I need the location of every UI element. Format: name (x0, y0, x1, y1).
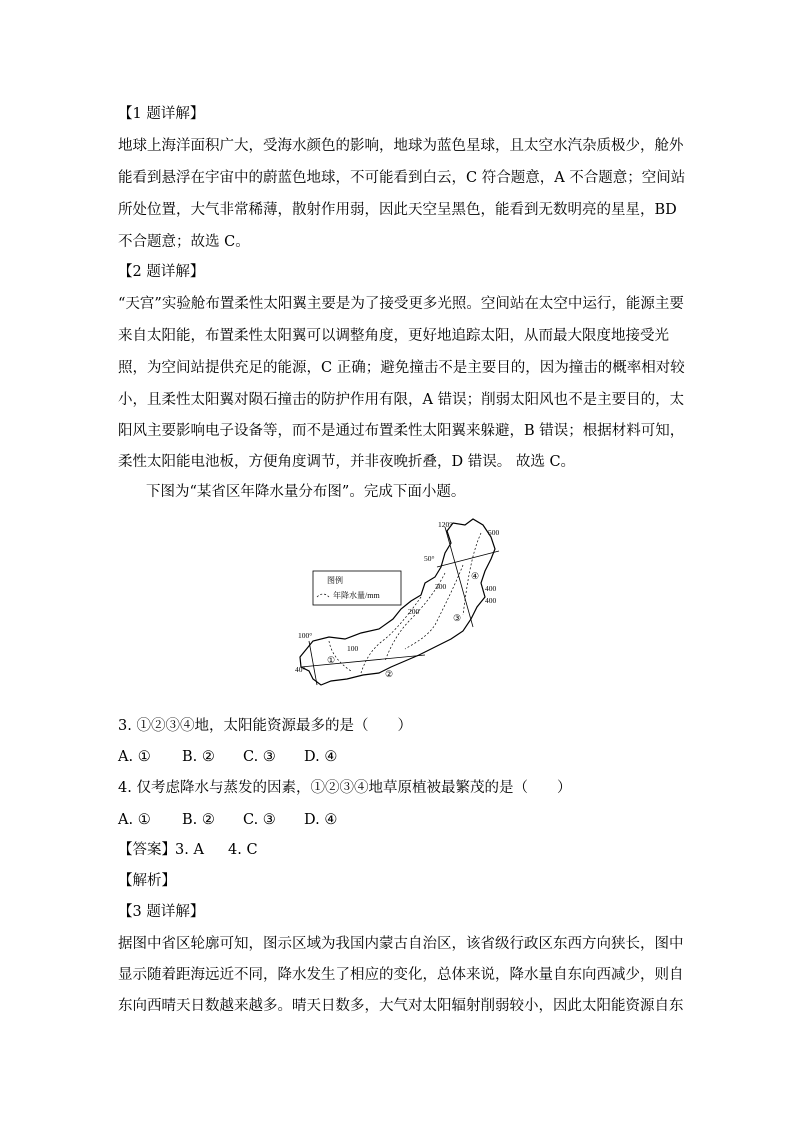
section3-line-3: 东向西晴天日数越来越多。晴天日数多，大气对太阳辐射削弱较小，因此太阳能资源自东 (118, 998, 684, 1014)
section1-line-1: 地球上海洋面积广大，受海水颜色的影响，地球为蓝色星球，且太空水汽杂质极少，舱外 (118, 138, 684, 154)
answer-3: 3. A (175, 842, 204, 858)
section2-line-2: 来自太阳能，布置柔性太阳翼可以调整角度，更好地追踪太阳，从而最大限度地接受光 (118, 328, 669, 344)
section1-line-2: 能看到悬浮在宇宙中的蔚蓝色地球，不可能看到白云，C 符合题意，A 不合题意；空间站 (118, 170, 686, 186)
answer-label: 【答案】 (118, 842, 176, 858)
parallel-50 (437, 551, 499, 567)
legend-title: 图例 (327, 576, 343, 585)
label-iso-400a: 400 (485, 584, 497, 593)
answer-4: 4. C (228, 842, 258, 858)
q3-option-a: A. ① (118, 749, 151, 765)
label-iso-300: 300 (435, 582, 447, 591)
q4-option-a: A. ① (118, 812, 151, 828)
analysis-heading: 【解析】 (118, 873, 176, 889)
label-iso-400b: 400 (485, 596, 497, 605)
section3-line-2: 显示随着距海远近不同，降水发生了相应的变化，总体来说，降水量自东向西减少，则自 (118, 967, 684, 983)
q3-stem: 3. ①②③④地，太阳能资源最多的是（ ） (118, 718, 412, 734)
label-lat-50: 50° (424, 554, 435, 563)
precipitation-map (295, 515, 525, 695)
q3-option-b: B. ② (182, 749, 215, 765)
label-lat-40: 40° (295, 665, 306, 674)
section2-line-6: 柔性太阳能电池板，方便角度调节，并非夜晚折叠，D 错误。 故选 C。 (118, 454, 576, 470)
site-2: ② (385, 669, 394, 679)
q4-stem: 4. 仅考虑降水与蒸发的因素，①②③④地草原植被最繁茂的是（ ） (118, 780, 572, 796)
section2-line-1: “天宫”实验舱布置柔性太阳翼主要是为了接受更多光照。空间站在太空中运行，能源主要 (118, 296, 684, 312)
section3-heading: 【3 题详解】 (118, 904, 205, 920)
section1-line-3: 所处位置，大气非常稀薄，散射作用弱，因此天空呈黑色，能看到无数明亮的星星，BD (118, 202, 677, 218)
q4-option-c: C. ③ (243, 812, 276, 828)
section1-heading: 【1 题详解】 (118, 106, 205, 122)
section3-line-1: 据图中省区轮廓可知，图示区域为我国内蒙古自治区，该省级行政区东西方向狭长，图中 (118, 936, 684, 952)
site-1: ① (327, 655, 336, 665)
q3-option-c: C. ③ (243, 749, 276, 765)
section2-heading: 【2 题详解】 (118, 264, 205, 280)
site-3: ③ (453, 613, 462, 623)
q4-option-d: D. ④ (304, 812, 338, 828)
site-4: ④ (471, 571, 480, 581)
label-lon-100: 100° (298, 631, 313, 640)
section2-line-3: 照，为空间站提供充足的能源，C 正确；避免撞击不是主要目的，因为撞击的概率相对较 (118, 360, 685, 376)
label-iso-100: 100 (347, 644, 359, 653)
label-lon-120: 120° (438, 520, 453, 529)
legend-item: 年降水量/mm (333, 591, 380, 600)
q3-option-d: D. ④ (304, 749, 338, 765)
map-intro: 下图为“某省区年降水量分布图”。完成下面小题。 (146, 484, 466, 500)
q4-option-b: B. ② (182, 812, 215, 828)
section1-line-4: 不合题意；故选 C。 (118, 234, 250, 250)
label-iso-200: 200 (408, 607, 420, 616)
section2-line-4: 小，且柔性太阳翼对陨石撞击的防护作用有限，A 错误；削弱太阳风也不是主要目的，太 (118, 392, 685, 408)
section2-line-5: 阳风主要影响电子设备等，而不是通过布置柔性太阳翼来躲避，B 错误；根据材料可知， (118, 423, 685, 439)
label-iso-500: 500 (488, 528, 500, 537)
